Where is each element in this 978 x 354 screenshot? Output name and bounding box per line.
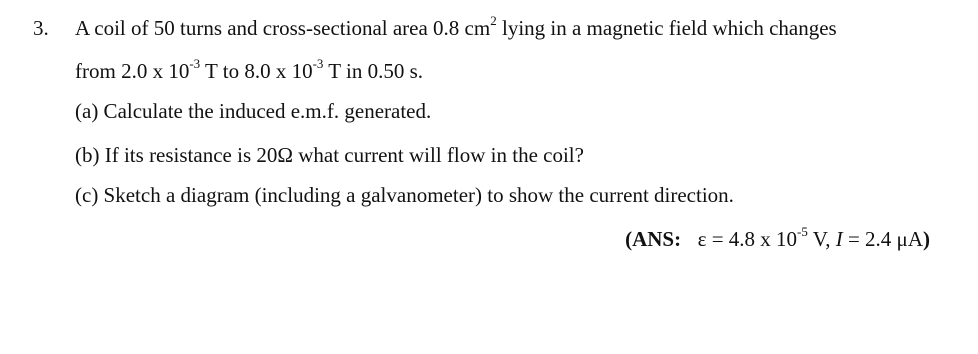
question-line-1 bbox=[33, 13, 837, 40]
question-line-2 bbox=[75, 56, 423, 83]
answer-label: (ANS: bbox=[625, 227, 682, 251]
question-number: 3. bbox=[33, 16, 49, 40]
question-text: T in 0.50 s. bbox=[323, 59, 423, 83]
current-symbol: I bbox=[835, 227, 843, 251]
emf-unit: V, bbox=[807, 227, 836, 251]
superscript: 2 bbox=[490, 13, 497, 29]
question-text: from 2.0 x 10 bbox=[75, 59, 190, 83]
answer-close: ) bbox=[923, 227, 930, 251]
question-text: T to 8.0 x 10 bbox=[200, 59, 313, 83]
part-c: (c) Sketch a diagram (including a galvanometer) to show the current direction. bbox=[75, 183, 734, 207]
answer-line bbox=[625, 224, 930, 251]
current-value: = 2.4 μA bbox=[842, 227, 923, 251]
emf-symbol: ε bbox=[697, 227, 707, 251]
part-a: (a) Calculate the induced e.m.f. generated. bbox=[75, 99, 432, 123]
superscript: -5 bbox=[797, 224, 808, 240]
part-b: (b) If its resistance is 20Ω what current will flow in the coil? bbox=[75, 143, 584, 167]
question-text: A coil of 50 turns and cross-sectional area 0.8 cm bbox=[75, 16, 491, 40]
superscript: -3 bbox=[312, 56, 324, 72]
superscript: -3 bbox=[189, 56, 201, 72]
question-text: lying in a magnetic field which changes bbox=[496, 16, 837, 40]
emf-value: = 4.8 x 10 bbox=[706, 227, 798, 251]
